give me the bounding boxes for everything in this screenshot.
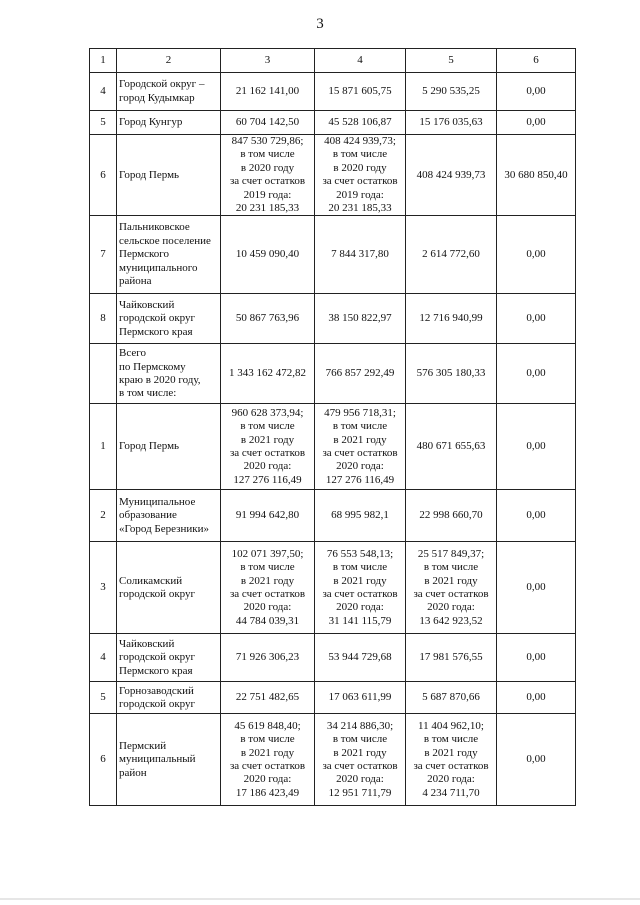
cell-text-line: 17 981 576,55 <box>419 651 483 664</box>
row-number-cell: 5 <box>90 682 117 714</box>
cell-text-line: 76 553 548,13; <box>326 547 394 560</box>
table-row <box>90 682 576 714</box>
cell-text-line: 38 150 822,97 <box>328 312 392 325</box>
cell-text-line: 25 517 849,37; <box>417 547 485 560</box>
table-row <box>90 294 576 344</box>
municipality-name-cell <box>117 542 221 634</box>
column-3-cell <box>221 344 315 404</box>
cell-text-line: городской округ <box>119 312 196 325</box>
cell-text-line: за счет остатков <box>322 759 398 772</box>
table-body <box>90 73 576 806</box>
column-3-cell <box>221 542 315 634</box>
column-5-cell <box>406 714 497 806</box>
municipality-name-cell <box>117 634 221 682</box>
budget-table <box>89 48 576 806</box>
table-row <box>90 490 576 542</box>
row-number-cell: 4 <box>90 73 117 111</box>
column-3-cell <box>221 404 315 490</box>
cell-text-line: 0,00 <box>526 84 546 97</box>
cell-text-line: 576 305 180,33 <box>416 367 486 380</box>
cell-text-line: в 2020 году <box>333 161 387 174</box>
cell-text-line: за счет остатков <box>229 446 306 459</box>
cell-text-line: в том числе <box>332 561 388 574</box>
cell-text-line: района <box>119 275 152 288</box>
column-5-cell <box>406 294 497 344</box>
row-number-cell <box>90 344 117 404</box>
column-6-cell <box>497 216 576 294</box>
municipality-name-cell <box>117 344 221 404</box>
cell-text-line: 31 141 115,79 <box>328 614 392 627</box>
cell-text-line: 102 071 397,50; <box>231 547 304 560</box>
table-row <box>90 111 576 135</box>
column-5-cell <box>406 111 497 135</box>
cell-text-line: за счет остатков <box>322 175 398 188</box>
cell-text-line: 847 530 729,86; <box>231 135 304 147</box>
column-3-cell <box>221 714 315 806</box>
cell-text-line: 22 751 482,65 <box>235 691 300 704</box>
cell-text-line: Пермского <box>119 248 170 261</box>
cell-text-line: 480 671 655,63 <box>416 440 486 453</box>
cell-text-line: 34 214 886,30; <box>326 719 394 732</box>
column-5-cell <box>406 682 497 714</box>
cell-text-line: городской округ <box>119 651 196 664</box>
column-4-cell <box>315 714 406 806</box>
column-4-cell <box>315 344 406 404</box>
cell-text-line: 479 956 718,31; <box>324 406 396 419</box>
cell-text-line: 30 680 850,40 <box>504 168 568 181</box>
municipality-name-cell <box>117 404 221 490</box>
column-5-cell <box>406 404 497 490</box>
column-6-cell <box>497 73 576 111</box>
cell-text-line: 12 951 711,79 <box>328 786 392 799</box>
cell-text-line: за счет остатков <box>413 759 489 772</box>
column-6-cell <box>497 490 576 542</box>
cell-text-line: сельское поселение <box>119 234 211 247</box>
cell-text-line: Город Пермь <box>119 168 180 181</box>
cell-text-line: в 2021 году <box>240 574 295 587</box>
table-row <box>90 404 576 490</box>
cell-text-line: 2020 года: <box>243 460 292 473</box>
cell-text-line: 0,00 <box>526 581 546 594</box>
row-number-cell: 5 <box>90 111 117 135</box>
cell-text-line: Чайковский <box>119 298 175 311</box>
row-number-cell: 6 <box>90 135 117 216</box>
cell-text-line: 408 424 939,73 <box>416 168 486 181</box>
column-3-cell <box>221 135 315 216</box>
row-number-cell: 7 <box>90 216 117 294</box>
cell-text-line: 12 716 940,99 <box>419 312 483 325</box>
cell-text-line: в 2021 году <box>424 746 478 759</box>
cell-text-line: по Пермскому <box>119 360 186 373</box>
cell-text-line: за счет остатков <box>322 446 398 459</box>
column-4-cell <box>315 634 406 682</box>
cell-text-line: 2 614 772,60 <box>422 248 480 261</box>
cell-text-line: 2020 года: <box>336 773 384 786</box>
cell-text-line: Пальниковское <box>119 221 190 234</box>
row-number-cell: 2 <box>90 490 117 542</box>
municipality-name-cell <box>117 135 221 216</box>
municipality-name-cell <box>117 714 221 806</box>
cell-text-line: Муниципальное <box>119 495 196 508</box>
cell-text-line: в 2021 году <box>333 574 387 587</box>
column-4-cell <box>315 404 406 490</box>
column-6-cell <box>497 404 576 490</box>
table-row <box>90 216 576 294</box>
header-cell: 4 <box>315 49 406 73</box>
cell-text-line: Всего <box>119 347 146 360</box>
column-5-cell <box>406 542 497 634</box>
column-5-cell <box>406 490 497 542</box>
cell-text-line: 53 944 729,68 <box>328 651 392 664</box>
column-3-cell <box>221 490 315 542</box>
cell-text-line: в том числе <box>240 148 295 161</box>
cell-text-line: Горнозаводский <box>119 684 194 697</box>
column-6-cell <box>497 135 576 216</box>
cell-text-line: в 2020 году <box>240 161 295 174</box>
table-row <box>90 73 576 111</box>
cell-text-line: в 2021 году <box>333 746 387 759</box>
cell-text-line: муниципального <box>119 261 198 274</box>
header-cell: 6 <box>497 49 576 73</box>
column-6-cell <box>497 294 576 344</box>
row-number-cell: 1 <box>90 404 117 490</box>
column-3-cell <box>221 111 315 135</box>
cell-text-line: в том числе <box>240 561 295 574</box>
cell-text-line: 7 844 317,80 <box>331 248 389 261</box>
cell-text-line: «Город Березники» <box>119 522 209 535</box>
column-6-cell <box>497 542 576 634</box>
cell-text-line: 2020 года: <box>243 601 292 614</box>
column-3-cell <box>221 216 315 294</box>
column-5-cell <box>406 634 497 682</box>
cell-text-line: 0,00 <box>526 651 546 664</box>
cell-text-line: 2020 года: <box>243 773 292 786</box>
cell-text-line: 0,00 <box>526 115 546 128</box>
column-3-cell <box>221 294 315 344</box>
table-row <box>90 135 576 216</box>
municipality-name-cell <box>117 216 221 294</box>
column-6-cell <box>497 111 576 135</box>
cell-text-line: 45 619 848,40; <box>234 719 301 732</box>
cell-text-line: 2019 года: <box>243 188 292 201</box>
header-cell: 2 <box>117 49 221 73</box>
cell-text-line: Пермский <box>119 739 167 752</box>
row-number-cell: 3 <box>90 542 117 634</box>
cell-text-line: 13 642 923,52 <box>419 614 483 627</box>
column-4-cell <box>315 682 406 714</box>
cell-text-line: 0,00 <box>526 367 546 380</box>
cell-text-line: 21 162 141,00 <box>235 84 300 97</box>
cell-text-line: городской округ <box>119 697 196 710</box>
table-row <box>90 542 576 634</box>
cell-text-line: Пермского края <box>119 664 193 677</box>
cell-text-line: 2020 года: <box>427 601 475 614</box>
cell-text-line: 5 290 535,25 <box>422 84 480 97</box>
cell-text-line: 0,00 <box>526 248 546 261</box>
column-5-cell <box>406 73 497 111</box>
table-row <box>90 344 576 404</box>
column-4-cell <box>315 294 406 344</box>
cell-text-line: Город Кунгур <box>119 115 183 128</box>
cell-text-line: Город Пермь <box>119 440 180 453</box>
cell-text-line: в 2021 году <box>424 574 478 587</box>
cell-text-line: за счет остатков <box>413 587 489 600</box>
column-4-cell <box>315 542 406 634</box>
header-cell: 3 <box>221 49 315 73</box>
cell-text-line: в том числе <box>423 561 479 574</box>
cell-text-line: 45 528 106,87 <box>328 115 392 128</box>
cell-text-line: Городской округ – <box>119 78 205 91</box>
cell-text-line: за счет остатков <box>229 175 306 188</box>
cell-text-line: 4 234 711,70 <box>422 786 480 799</box>
cell-text-line: 44 784 039,31 <box>235 614 300 627</box>
cell-text-line: 0,00 <box>526 440 546 453</box>
page-number: 3 <box>316 16 324 32</box>
column-4-cell <box>315 490 406 542</box>
cell-text-line: 15 871 605,75 <box>328 84 392 97</box>
cell-text-line: 22 998 660,70 <box>419 509 483 522</box>
cell-text-line: в 2021 году <box>240 433 295 446</box>
cell-text-line: в том числе <box>332 420 388 433</box>
cell-text-line: 2020 года: <box>336 460 384 473</box>
cell-text-line: 17 186 423,49 <box>235 786 300 799</box>
column-6-cell <box>497 344 576 404</box>
cell-text-line: за счет остатков <box>229 759 306 772</box>
cell-text-line: краю в 2020 году, <box>119 373 201 386</box>
cell-text-line: 10 459 090,40 <box>235 248 300 261</box>
column-4-cell <box>315 135 406 216</box>
cell-text-line: 11 404 962,10; <box>418 719 484 732</box>
cell-text-line: 50 867 763,96 <box>235 312 300 325</box>
cell-text-line: 408 424 939,73; <box>324 135 396 147</box>
column-6-cell <box>497 682 576 714</box>
cell-text-line: в том числе: <box>119 387 177 400</box>
cell-text-line: 20 231 185,33 <box>235 202 300 215</box>
cell-text-line: муниципальный <box>119 753 196 766</box>
cell-text-line: город Кудымкар <box>119 91 195 104</box>
cell-text-line: 960 628 373,94; <box>231 406 304 419</box>
cell-text-line: в 2021 году <box>240 746 295 759</box>
cell-text-line: за счет остатков <box>229 587 306 600</box>
municipality-name-cell <box>117 111 221 135</box>
cell-text-line: 20 231 185,33 <box>328 202 392 215</box>
column-4-cell <box>315 111 406 135</box>
column-5-cell <box>406 135 497 216</box>
cell-text-line: в том числе <box>240 733 295 746</box>
table-header-row <box>90 49 576 73</box>
cell-text-line: 2020 года: <box>336 601 384 614</box>
table-row <box>90 714 576 806</box>
cell-text-line: образование <box>119 509 177 522</box>
header-cell: 1 <box>90 49 117 73</box>
cell-text-line: 68 995 982,1 <box>331 509 389 522</box>
cell-text-line: Чайковский <box>119 637 175 650</box>
row-number-cell: 8 <box>90 294 117 344</box>
cell-text-line: 91 994 642,80 <box>235 509 300 522</box>
column-3-cell <box>221 682 315 714</box>
cell-text-line: 0,00 <box>526 753 546 766</box>
cell-text-line: Пермского края <box>119 325 193 338</box>
cell-text-line: 766 857 292,49 <box>325 367 395 380</box>
cell-text-line: в том числе <box>332 733 388 746</box>
cell-text-line: 15 176 035,63 <box>419 115 483 128</box>
column-4-cell <box>315 73 406 111</box>
cell-text-line: 1 343 162 472,82 <box>229 367 306 380</box>
cell-text-line: Соликамский <box>119 574 183 587</box>
column-3-cell <box>221 634 315 682</box>
municipality-name-cell <box>117 294 221 344</box>
cell-text-line: район <box>119 766 147 779</box>
municipality-name-cell <box>117 73 221 111</box>
row-number-cell: 6 <box>90 714 117 806</box>
column-4-cell <box>315 216 406 294</box>
cell-text-line: в 2021 году <box>333 433 387 446</box>
cell-text-line: городской округ <box>119 587 196 600</box>
cell-text-line: 5 687 870,66 <box>422 691 480 704</box>
cell-text-line: 71 926 306,23 <box>235 651 300 664</box>
cell-text-line: 2020 года: <box>427 773 475 786</box>
column-5-cell <box>406 216 497 294</box>
page-edge <box>0 898 640 900</box>
cell-text-line: 17 063 611,99 <box>328 691 392 704</box>
cell-text-line: 127 276 116,49 <box>325 473 395 486</box>
cell-text-line: в том числе <box>240 420 295 433</box>
header-cell: 5 <box>406 49 497 73</box>
cell-text-line: за счет остатков <box>322 587 398 600</box>
municipality-name-cell <box>117 682 221 714</box>
cell-text-line: 0,00 <box>526 691 546 704</box>
municipality-name-cell <box>117 490 221 542</box>
row-number-cell: 4 <box>90 634 117 682</box>
table-row <box>90 634 576 682</box>
cell-text-line: 0,00 <box>526 312 546 325</box>
cell-text-line: 127 276 116,49 <box>233 473 302 486</box>
column-6-cell <box>497 714 576 806</box>
cell-text-line: в том числе <box>423 733 479 746</box>
column-5-cell <box>406 344 497 404</box>
column-6-cell <box>497 634 576 682</box>
cell-text-line: 60 704 142,50 <box>235 115 300 128</box>
cell-text-line: 0,00 <box>526 509 546 522</box>
cell-text-line: в том числе <box>332 148 388 161</box>
cell-text-line: 2019 года: <box>336 188 384 201</box>
column-3-cell <box>221 73 315 111</box>
